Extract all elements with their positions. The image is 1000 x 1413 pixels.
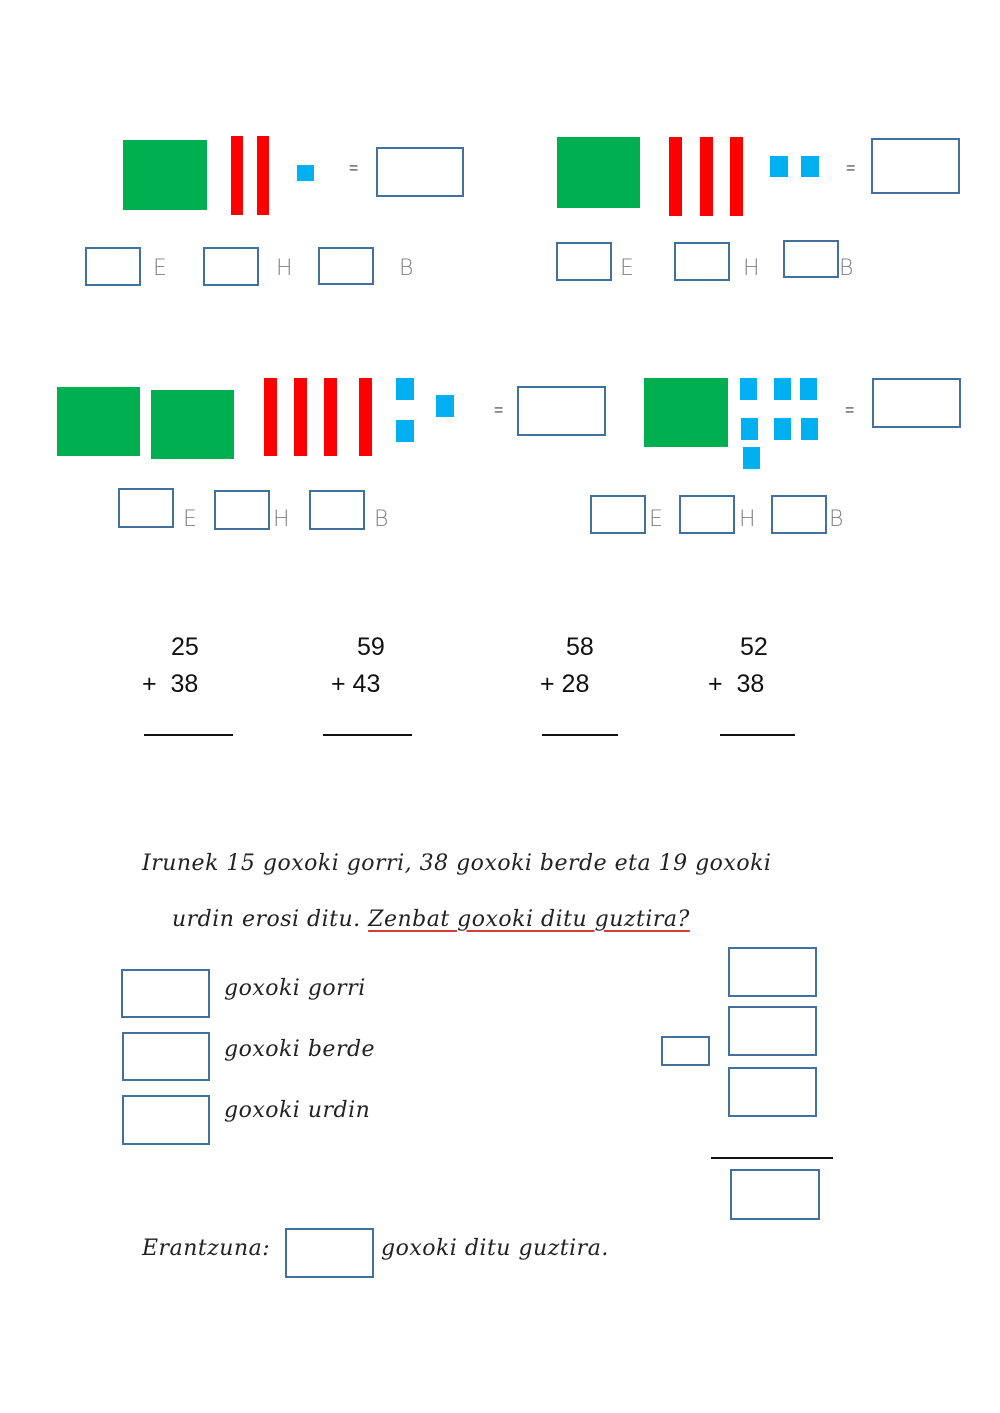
unit-cube — [297, 165, 314, 181]
sum-line — [720, 734, 795, 736]
label-b: B — [374, 507, 389, 532]
addend-bottom: + 38 — [142, 670, 199, 698]
addend-bottom: + 38 — [708, 670, 765, 698]
ten-rod — [359, 378, 372, 456]
unit-cube — [801, 156, 819, 177]
ten-rod — [324, 378, 337, 456]
unit-cube — [396, 378, 414, 400]
tens-hundreds-answer-box[interactable] — [556, 242, 612, 281]
units-answer-box[interactable] — [318, 247, 374, 285]
addend-bottom: + 43 — [331, 670, 381, 698]
addend-box-1[interactable] — [728, 947, 817, 997]
units-answer-box[interactable] — [309, 490, 365, 530]
total-answer-box[interactable] — [872, 378, 961, 428]
addend-top: 52 — [740, 633, 768, 661]
ten-rod — [264, 378, 277, 456]
ten-rod — [257, 136, 269, 215]
label-h: H — [739, 507, 756, 532]
tens-hundreds-answer-box[interactable] — [85, 247, 141, 286]
units-answer-box[interactable] — [783, 240, 839, 278]
blue-candy-box[interactable] — [122, 1095, 210, 1145]
tens-hundreds-answer-box[interactable] — [118, 488, 174, 528]
equals-sign: = — [846, 160, 856, 177]
total-answer-box[interactable] — [871, 138, 960, 194]
addend-box-2[interactable] — [728, 1006, 817, 1056]
ten-rod — [231, 136, 243, 215]
unit-cube — [774, 378, 791, 400]
label-h: H — [276, 256, 293, 281]
tens-answer-box[interactable] — [214, 490, 270, 530]
answer-label: Erantzuna: — [142, 1236, 271, 1261]
ten-rod — [730, 137, 743, 216]
equals-sign: = — [845, 402, 855, 419]
unit-cube — [743, 447, 760, 469]
unit-cube — [740, 378, 757, 400]
hundred-block — [123, 140, 207, 210]
hundred-block — [57, 387, 140, 456]
unit-cube — [436, 395, 454, 417]
hundred-block — [557, 137, 640, 208]
answer-suffix: goxoki ditu guztira. — [381, 1236, 609, 1261]
ten-rod — [669, 137, 682, 216]
label-e: E — [183, 507, 197, 532]
green-candy-box[interactable] — [122, 1032, 210, 1081]
sum-line — [144, 734, 233, 736]
addend-top: 25 — [171, 633, 199, 661]
label-b: B — [399, 256, 414, 281]
tens-answer-box[interactable] — [203, 247, 259, 286]
tens-answer-box[interactable] — [679, 495, 735, 534]
label-b: B — [839, 256, 854, 281]
sum-line — [542, 734, 618, 736]
unit-cube — [801, 418, 818, 440]
hundred-block — [644, 378, 728, 447]
sum-line — [711, 1157, 833, 1159]
addend-box-3[interactable] — [728, 1067, 817, 1117]
addend-top: 59 — [357, 633, 385, 661]
label-e: E — [153, 256, 167, 281]
sum-line — [323, 734, 412, 736]
label-e: E — [620, 256, 634, 281]
addend-top: 58 — [566, 633, 594, 661]
label-e: E — [649, 507, 663, 532]
problem-text-line2 — [142, 882, 690, 957]
item-label-blue: goxoki urdin — [224, 1098, 371, 1123]
ten-rod — [700, 137, 713, 216]
hundred-block — [151, 390, 234, 459]
sum-box[interactable] — [730, 1169, 820, 1220]
addend-bottom: + 28 — [540, 670, 590, 698]
label-h: H — [273, 507, 290, 532]
unit-cube — [396, 420, 414, 442]
label-h: H — [743, 256, 760, 281]
item-label-green: goxoki berde — [224, 1037, 376, 1062]
item-label-red: goxoki gorri — [224, 976, 366, 1001]
problem-text-statement: urdin erosi ditu. — [171, 907, 369, 932]
answer-box[interactable] — [285, 1228, 374, 1278]
total-answer-box[interactable] — [517, 386, 606, 436]
total-answer-box[interactable] — [376, 147, 464, 197]
equals-sign: = — [494, 402, 504, 419]
problem-question: Zenbat goxoki ditu guztira? — [368, 907, 690, 932]
unit-cube — [770, 156, 788, 177]
carry-box[interactable] — [661, 1036, 710, 1066]
units-answer-box[interactable] — [771, 495, 827, 534]
label-b: B — [829, 507, 844, 532]
tens-hundreds-answer-box[interactable] — [590, 495, 646, 534]
ten-rod — [294, 378, 307, 456]
tens-answer-box[interactable] — [674, 242, 730, 281]
unit-cube — [800, 378, 817, 400]
unit-cube — [774, 418, 791, 440]
red-candy-box[interactable] — [121, 969, 210, 1018]
equals-sign: = — [349, 160, 359, 177]
unit-cube — [741, 418, 758, 440]
problem-text-line1: Irunek 15 goxoki gorri, 38 goxoki berde eta 19 goxoki — [142, 851, 772, 876]
